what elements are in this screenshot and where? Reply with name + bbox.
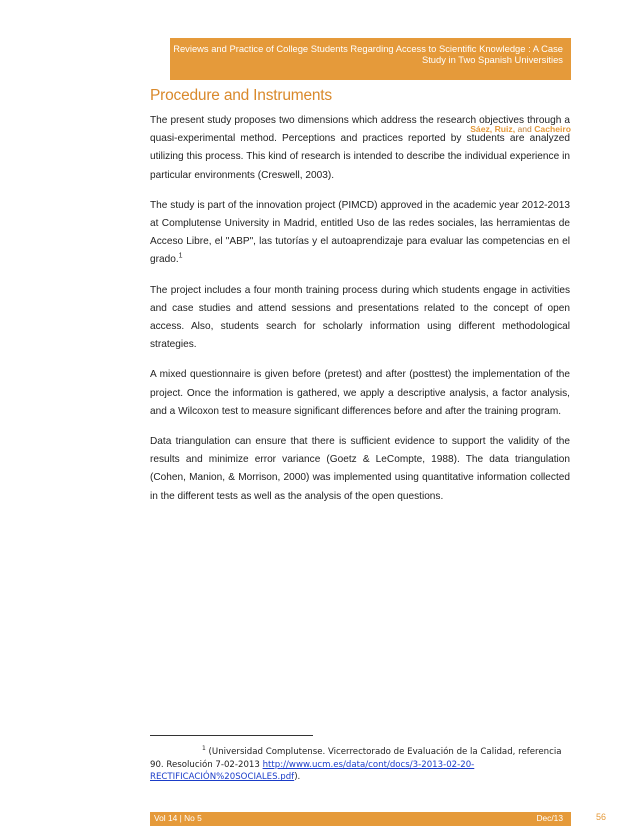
- paragraph-2: [150, 197, 570, 270]
- footnote-mark: 1: [202, 745, 206, 752]
- footnote-divider: [150, 735, 313, 736]
- footnote-reference[interactable]: 1: [178, 253, 183, 261]
- footnote-link[interactable]: http://www.ucm.es/data/cont/docs/3-2013-02-20-RECTIFICACIÓN%20SOCIALES.pdf: [150, 759, 475, 783]
- footer-band: [150, 812, 571, 826]
- authors-first: Sáez, Ruiz,: [470, 124, 516, 134]
- paragraph-5: Data triangulation can ensure that there is sufficient evidence to support the validity of the results and minimize error variance (Goetz & LeCompte, 1988). The data triangulation (Cohen, Manion, & Morrison, 2000) was implemented using quantitative information collected in the different tests as well as the analysis of the open questions.: [150, 436, 570, 502]
- body-text: [150, 112, 570, 518]
- footnote: [150, 743, 575, 784]
- authors-and: and: [517, 124, 532, 134]
- footnote-tail: ).: [294, 772, 301, 783]
- footnote-text: (Universidad Complutense. Vicerrectorado de Evaluación de la Calidad, referencia 90. Resolución 7-02-2013: [150, 746, 562, 770]
- paragraph-4: A mixed questionnaire is given before (pretest) and after (posttest) the implementation of the project. Once the information is gathered, we apply a descriptive analysis, a factor analysis, and a Wilcoxon test to measure significant differences before and after the training program.: [150, 369, 570, 417]
- running-title: Reviews and Practice of College Students Regarding Access to Scientific Knowledge : A Case Study in Two Spanish Universities: [173, 43, 563, 65]
- page-number: 56: [596, 812, 607, 822]
- paragraph-3: The project includes a four month training process during which students engage in activities and case studies and attend sessions and presentations related to the concept of open access. Also, students search for scholarly information using different methodological strategies.: [150, 284, 570, 351]
- authors-last: Cacheiro: [534, 124, 571, 134]
- paragraph-2-text: The study is part of the innovation project (PIMCD) approved in the academic year 2012-2013 at Complutense University in Madrid, entitled Uso de las redes sociales, las herramientas de Acceso Libre, el "ABP", las tutorías y el autoaprendizaje para evaluar las competencias en el grado.: [150, 199, 570, 266]
- paragraph-1: The present study proposes two dimensions which address the research objectives through a quasi-experimental method. Perceptions and practices reported by students are analyzed utilizing this process. This kind of research is intended to describe the individual experience in particular environments (Creswell, 2003).: [150, 115, 570, 181]
- footer-date: Dec/13: [536, 813, 563, 823]
- section-heading: Procedure and Instruments: [150, 87, 332, 104]
- footer-volume: Vol 14 | No 5: [154, 813, 202, 823]
